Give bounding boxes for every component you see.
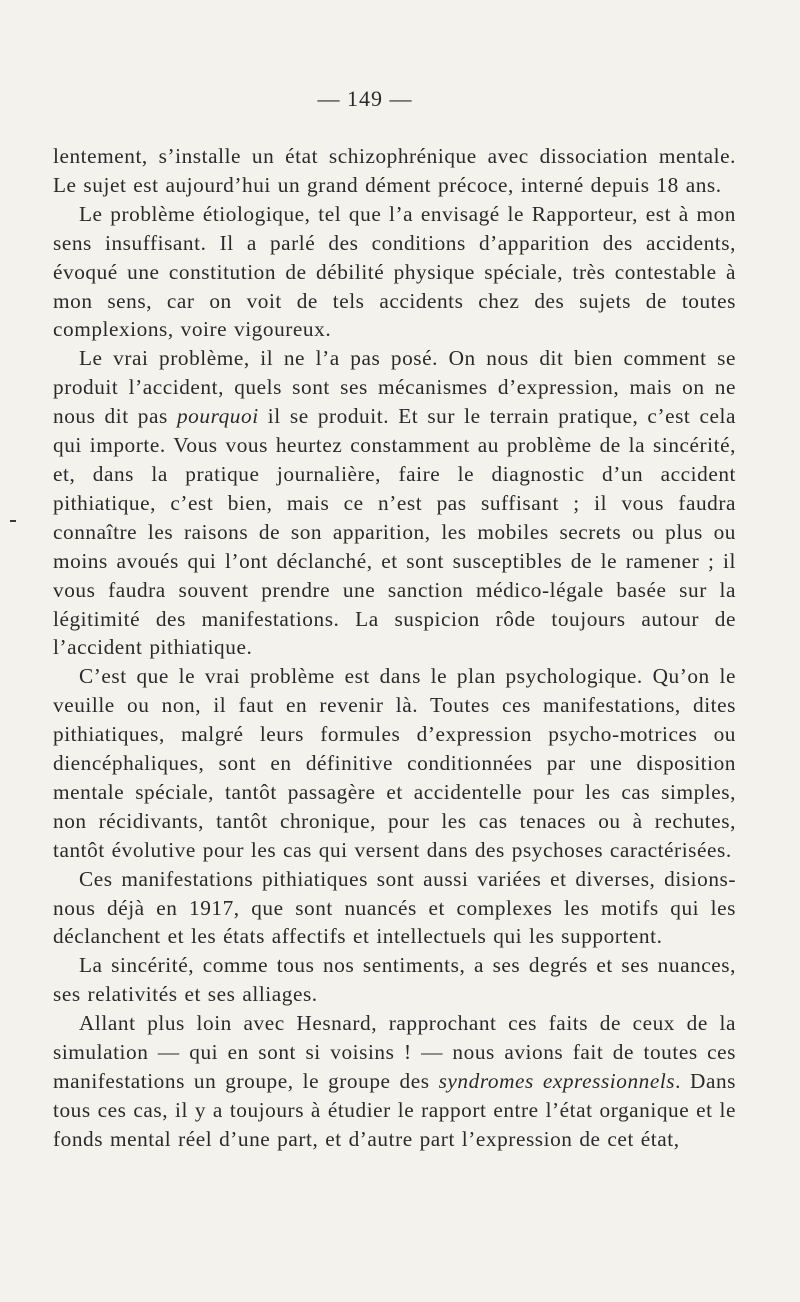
text-run: lentement, s’installe un état schizophrénique avec dissociation mentale. Le sujet est aujourd’hui un grand dément précoce, interné depuis 18 ans. (53, 144, 736, 197)
text-run: La sincérité, comme tous nos sentiments, a ses degrés et ses nuances, ses relativités et ses alliages. (53, 953, 736, 1007)
italic-text: syndromes expressionnels (438, 1069, 676, 1093)
paragraph (53, 662, 736, 864)
italic-text: pourquoi (176, 404, 259, 429)
text-run: Le vrai problème, il ne l’a pas posé. On nous dit bien comment se produit l’accident, quels sont ses mécanismes d’expression, mais on ne nous dit pas (53, 346, 736, 429)
page-number: — 149 — (317, 86, 413, 111)
paragraph (53, 951, 736, 1009)
text-run: Ces manifestations pithiatiques sont aussi variées et diverses, disions-nous déjà en 1917, que sont nuancés et complexes les motifs qui les déclanchent et les états affectifs et intellectuels qui les supportent. (53, 866, 736, 949)
paragraph (53, 865, 736, 952)
text-run: C’est que le vrai problème est dans le plan psychologique. Qu’on le veuille ou non, il faut en revenir là. Toutes ces manifestations, dites pithiatiques, malgré leurs formules d’expression psycho-motrices ou diencéphaliques, sont en définitive conditionnées par une disposition mentale spéciale, tantôt passagère et accidentelle pour les cas simples, non récidivants, tantôt chronique, pour les cas tenaces ou à rechutes, tantôt évolutive pour les cas qui versent dans des psychoses caractérisées. (53, 664, 736, 862)
text-run: Allant plus loin avec Hesnard, rapprochant ces faits de ceux de la simulation — qui en sont si voisins ! — nous avions fait de toutes ces manifestations un groupe, le groupe des (53, 1011, 736, 1093)
margin-mark (10, 520, 16, 522)
paragraph (53, 142, 736, 200)
text-run: . Dans tous ces cas, il y a toujours à étudier le rapport entre l’état organique et le fonds mental réel d’une part, et d’autre part l’expression de cet état, (53, 1069, 737, 1151)
paragraph (53, 344, 736, 662)
paragraph (53, 200, 736, 345)
text-run: il se produit. Et sur le terrain pratique, c’est cela qui importe. Vous vous heurtez constamment au problème de la sincérité, et, dans la pratique journalière, faire le diagnostic d’un accident pithiatique, c’est bien, mais ce n’est pas suffisant ; il vous faudra connaître les raisons de son apparition, les mobiles secrets ou plus ou moins avoués qui l’ont déclanché, et sont susceptibles de le ramener ; il vous faudra souvent prendre une sanction médico-légale basée sur la légitimité des manifestations. La suspicion rôde toujours autour de l’accident pithiatique. (53, 404, 736, 660)
body-text (53, 142, 736, 1154)
text-run: Le problème étiologique, tel que l’a envisagé le Rapporteur, est à mon sens insuffisant. Il a parlé des conditions d’apparition des accidents, évoqué une constitution de débilité physique spéciale, très contestable à mon sens, car on voit de tels accidents chez des sujets de toutes complexions, voire vigoureux. (53, 201, 736, 342)
paragraph (53, 1009, 736, 1154)
